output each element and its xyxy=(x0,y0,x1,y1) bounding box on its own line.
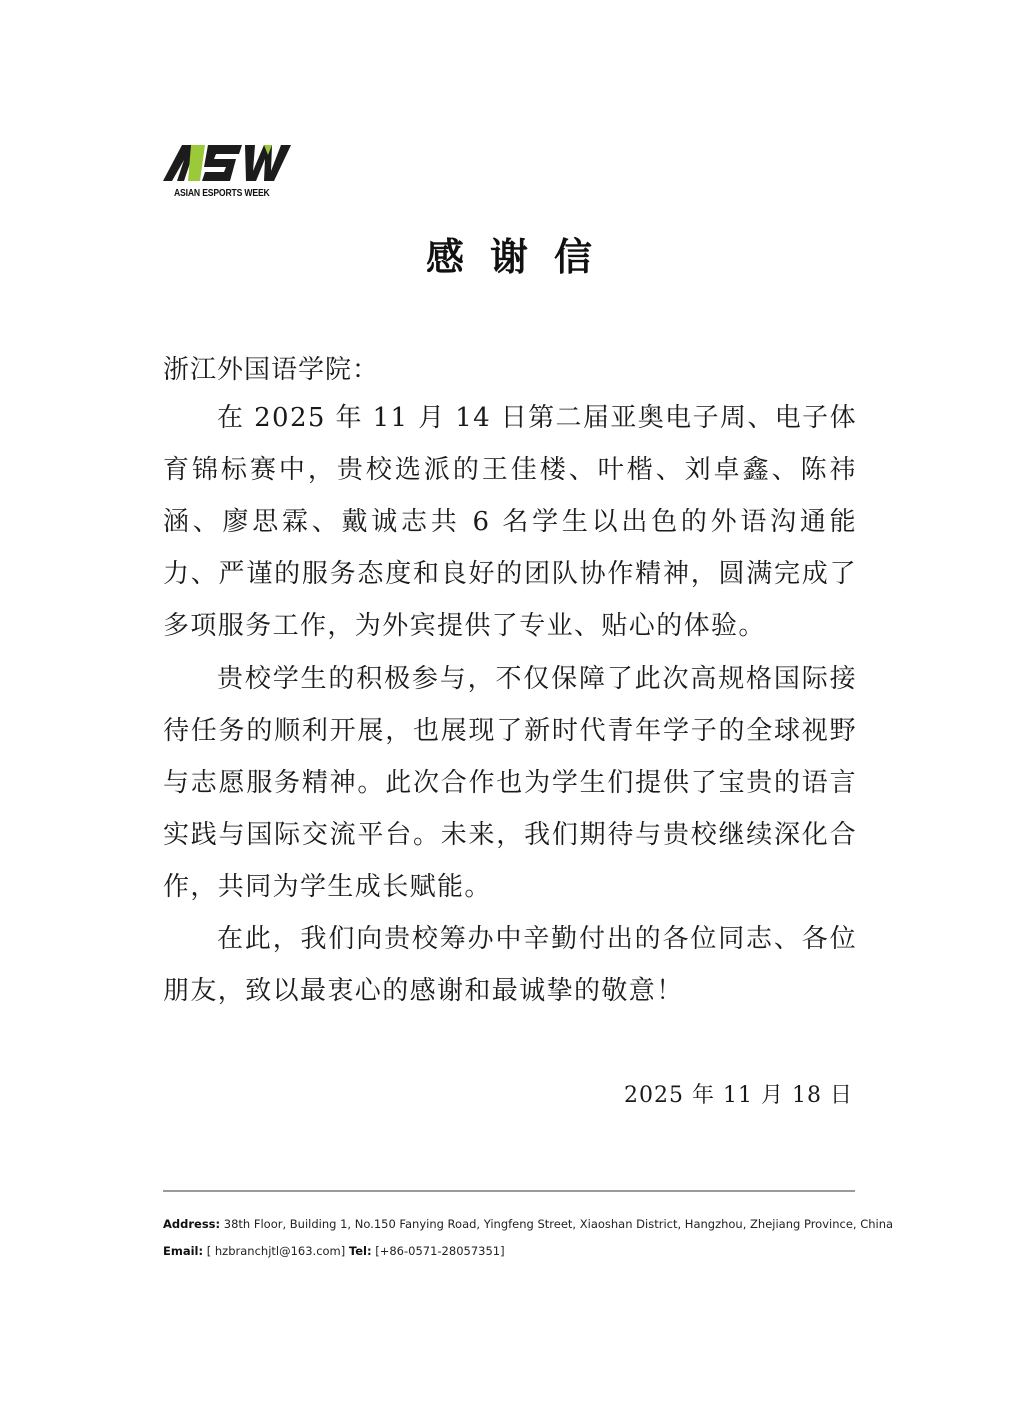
salutation: 浙江外国语学院： xyxy=(163,355,380,385)
body-paragraph-1: 在 2025 年 11 月 14 日第二届亚奥电子周、电子体育锦标赛中，贵校选派的王佳楼、叶楷、刘卓鑫、陈祎涵、廖思霖、戴诚志共 6 名学生以出色的外语沟通能力、严谨的服务态度和良好的团队协作精神，圆满完成了多项服务工作，为外宾提供了专业、贴心的体验。 xyxy=(163,403,857,641)
footer-address xyxy=(163,1217,893,1231)
letter-title: 感谢信 xyxy=(425,235,618,279)
address-value: 38th Floor, Building 1, No.150 Fanying Road, Yingfeng Street, Xiaoshan District, Hangzhou, Zhejiang Province, China xyxy=(220,1217,894,1231)
body-paragraph-2: 贵校学生的积极参与，不仅保障了此次高规格国际接待任务的顺利开展，也展现了新时代青年学子的全球视野与志愿服务精神。此次合作也为学生们提供了宝贵的语言实践与国际交流平台。未来，我们期待与贵校继续深化合作，共同为学生成长赋能。 xyxy=(163,664,857,902)
tel-value: [+86-0571-28057351] xyxy=(371,1244,505,1258)
footer-contact xyxy=(163,1244,505,1258)
address-label: Address: xyxy=(163,1217,221,1231)
letter-date: 2025 年 11 月 18 日 xyxy=(624,1083,853,1108)
body-paragraph-3: 在此，我们向贵校筹办中辛勤付出的各位同志、各位朋友，致以最衷心的感谢和最诚挚的敬意！ xyxy=(163,924,857,1006)
tel-label: Tel: xyxy=(348,1244,372,1258)
email-value: [ hzbranchjtl@163.com] xyxy=(203,1244,349,1258)
footer-divider xyxy=(163,1190,855,1192)
aew-logo-mark-icon xyxy=(160,143,292,187)
email-label: Email: xyxy=(163,1244,204,1258)
asian-esports-week-logo xyxy=(160,143,292,203)
logo-wordmark: ASIAN ESPORTS WEEK xyxy=(174,187,270,199)
